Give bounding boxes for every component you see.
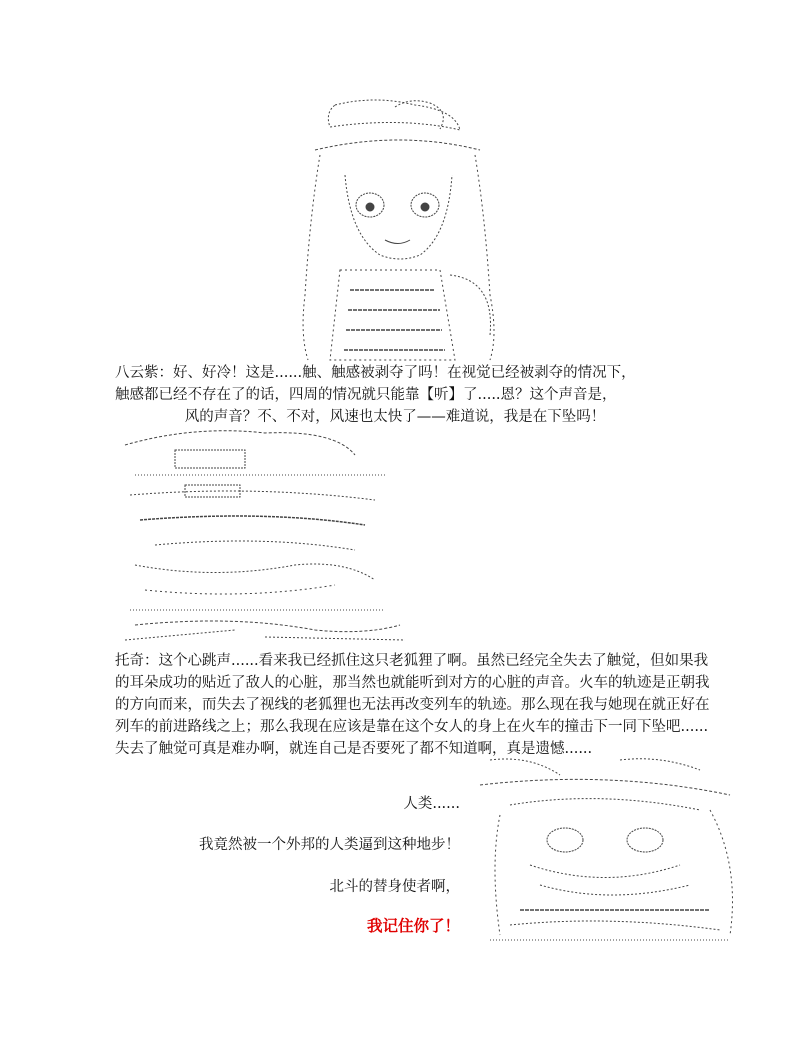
dialogue-line: 列车的前进路线之上；那么我现在应该是靠在这个女人的身上在火车的撞击下一同下坠吧...... bbox=[115, 719, 709, 735]
yukari-dialogue bbox=[115, 362, 675, 428]
kitsune-ascii-art-icon bbox=[470, 755, 750, 945]
yukari-ascii-art-icon bbox=[290, 95, 510, 365]
yukari-ascii-art bbox=[290, 95, 510, 365]
tuoqi-ascii-art-icon bbox=[115, 425, 410, 645]
dialogue-line: 的方向而来，而失去了视线的老狐狸也无法再改变列车的轨迹。那么现在我与她现在就正好在 bbox=[115, 697, 710, 713]
dialogue-line: 八云紫：好、好冷！这是......触、触感被剥夺了吗！在视觉已经被剥夺的情况下， bbox=[115, 365, 636, 381]
dialogue-line: 的耳朵成功的贴近了敌人的心脏，那当然也就能听到对方的心脏的声音。火车的轨迹是正朝我 bbox=[115, 675, 710, 691]
tuoqi-dialogue bbox=[115, 650, 710, 760]
fox-line-emphasis: 我记住你了！ bbox=[366, 916, 460, 935]
fox-line-1: 人类...... bbox=[403, 796, 460, 812]
dialogue-line: 失去了触觉可真是难办啊，就连自己是否要死了都不知道啊，真是遗憾...... bbox=[115, 741, 593, 757]
fox-line-3: 北斗的替身使者啊， bbox=[329, 879, 460, 895]
dialogue-line: 风的声音？不、不对，风速也太快了——难道说，我是在下坠吗！ bbox=[184, 409, 606, 425]
kitsune-ascii-art bbox=[470, 755, 750, 945]
dialogue-line: 托奇：这个心跳声......看来我已经抓住这只老狐狸了啊。虽然已经完全失去了触觉，但如果我 bbox=[115, 653, 709, 669]
tuoqi-ascii-art bbox=[115, 425, 410, 645]
dialogue-line: 触感都已经不存在了的话，四周的情况就只能靠【听】了.....恩？这个声音是， bbox=[115, 387, 617, 403]
fox-line-2: 我竟然被一个外邦的人类逼到这种地步！ bbox=[199, 837, 460, 853]
